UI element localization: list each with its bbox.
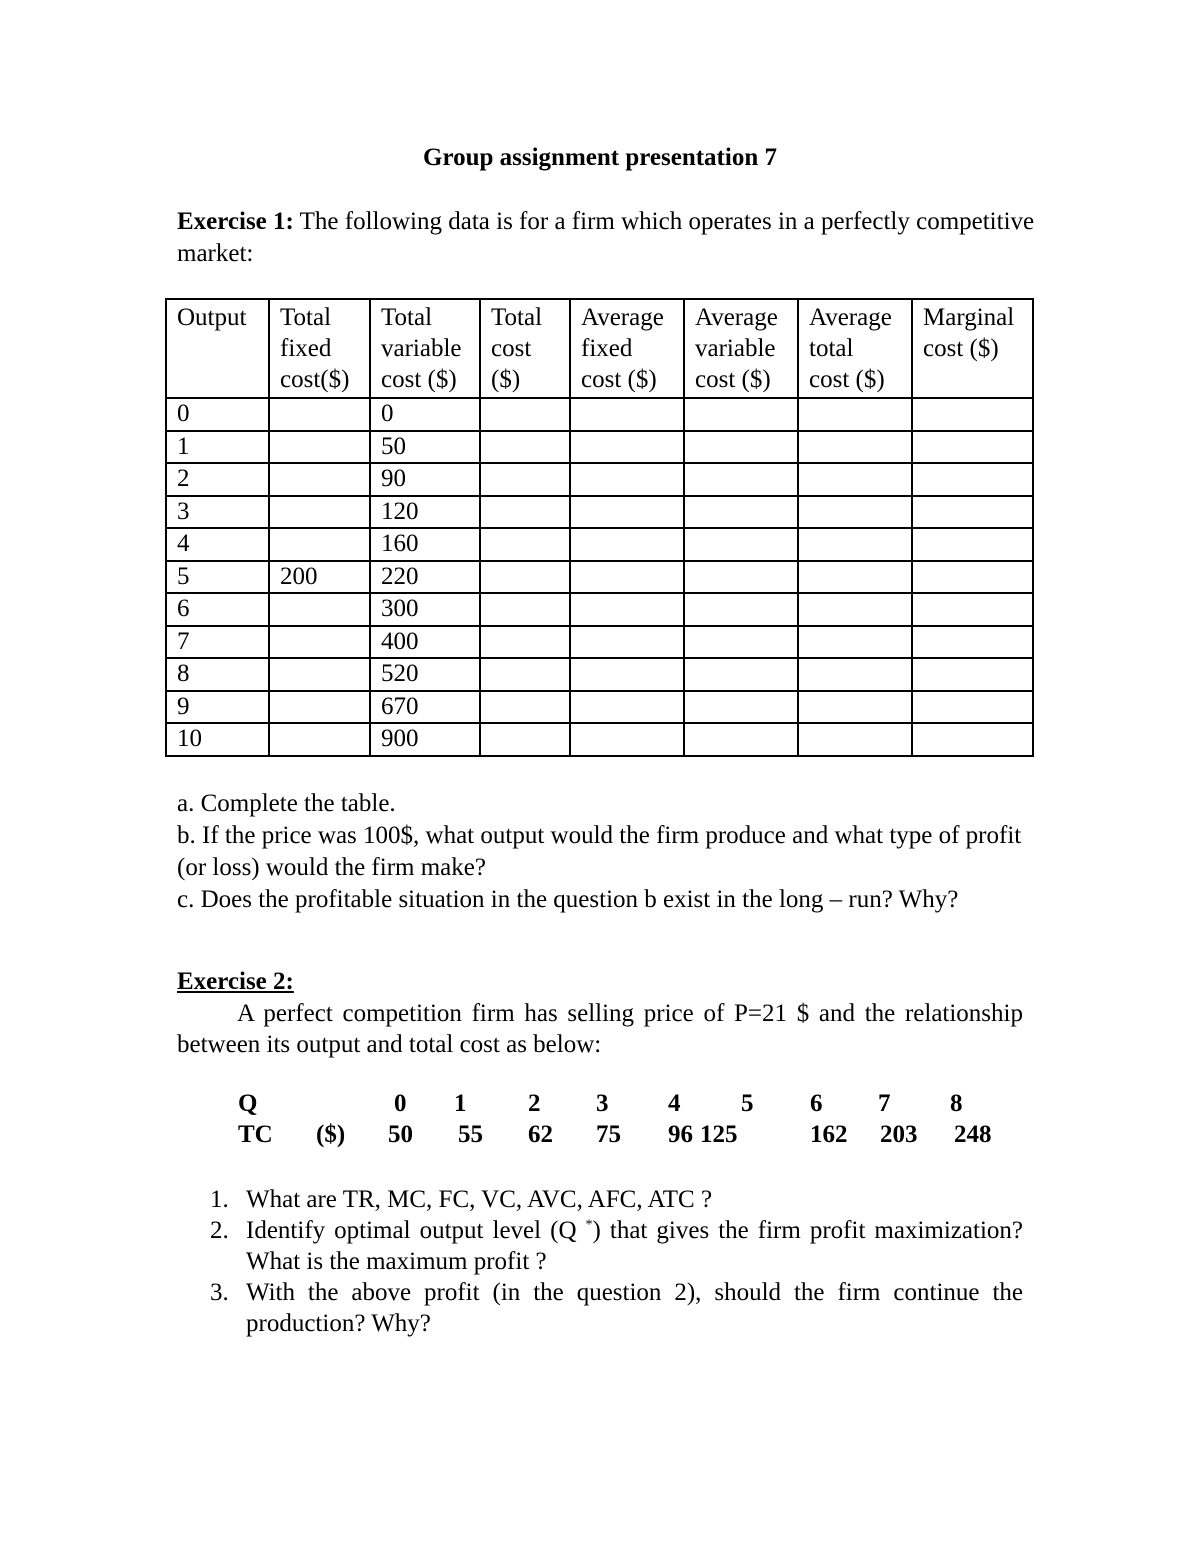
table-cell xyxy=(684,658,798,691)
table-cell xyxy=(684,398,798,431)
q-value: 7 xyxy=(878,1090,891,1117)
table-cell xyxy=(570,431,684,464)
table-cell: 160 xyxy=(370,528,480,561)
table-cell: 90 xyxy=(370,463,480,496)
header-line: fixed xyxy=(581,335,633,362)
cost-table xyxy=(165,298,1034,757)
header-line: Output xyxy=(177,304,247,331)
table-cell xyxy=(570,593,684,626)
list-number: 1. xyxy=(210,1186,229,1213)
header-line: cost($) xyxy=(280,366,350,393)
table-row xyxy=(166,398,1033,431)
tc-value: 162 xyxy=(810,1121,848,1148)
column-header xyxy=(480,299,570,398)
table-cell xyxy=(570,658,684,691)
exercise-1-label: Exercise 1: xyxy=(177,208,294,235)
list-text: With the above profit (in the question 2), should the firm continue the production? Why? xyxy=(246,1279,1023,1337)
header-line: fixed xyxy=(280,335,332,362)
table-cell: 220 xyxy=(370,561,480,594)
table-cell xyxy=(912,658,1033,691)
tc-value: 55 xyxy=(458,1121,483,1148)
table-cell: 50 xyxy=(370,431,480,464)
table-cell: 0 xyxy=(166,398,269,431)
table-row xyxy=(166,691,1033,724)
header-line: ($) xyxy=(491,366,521,393)
table-cell: 10 xyxy=(166,723,269,756)
table-cell xyxy=(480,431,570,464)
table-cell xyxy=(912,626,1033,659)
q-value: 8 xyxy=(950,1090,963,1117)
column-header xyxy=(370,299,480,398)
table-cell xyxy=(480,658,570,691)
table-cell xyxy=(269,463,370,496)
table-cell xyxy=(269,528,370,561)
q-value: 0 xyxy=(394,1090,407,1117)
exercise-2-paragraph: A perfect competition firm has selling price of P=21 $ and the relationship between its output and total cost as below: xyxy=(177,1000,1023,1058)
table-cell xyxy=(798,496,912,529)
table-cell xyxy=(798,398,912,431)
q-value: 1 xyxy=(454,1090,467,1117)
table-cell: 7 xyxy=(166,626,269,659)
column-header xyxy=(166,299,269,398)
table-cell xyxy=(798,658,912,691)
column-header xyxy=(912,299,1033,398)
header-line: variable xyxy=(381,335,462,362)
table-cell xyxy=(480,593,570,626)
table-header-row xyxy=(166,299,1033,398)
header-line: cost ($) xyxy=(695,366,771,393)
list-number: 3. xyxy=(210,1279,229,1306)
list-item xyxy=(210,1184,1023,1215)
exercise-1-text: The following data is for a firm which operates in a perfectly competitive market: xyxy=(177,208,1035,267)
table-cell: 670 xyxy=(370,691,480,724)
exercise-2-questions xyxy=(210,1184,1023,1339)
table-cell xyxy=(269,658,370,691)
table-cell xyxy=(912,691,1033,724)
table-cell xyxy=(798,593,912,626)
table-cell xyxy=(480,561,570,594)
table-cell xyxy=(912,463,1033,496)
table-cell xyxy=(269,496,370,529)
table-cell xyxy=(912,723,1033,756)
table-row xyxy=(166,528,1033,561)
tc-unit: ($) xyxy=(316,1121,346,1148)
table-cell xyxy=(480,528,570,561)
header-line: total xyxy=(809,335,854,362)
q-value: 5 xyxy=(741,1090,754,1117)
table-cell xyxy=(269,593,370,626)
table-cell xyxy=(480,398,570,431)
table-cell xyxy=(684,496,798,529)
exercise-1-intro xyxy=(177,206,1037,270)
table-cell xyxy=(269,691,370,724)
table-cell: 6 xyxy=(166,593,269,626)
table-cell xyxy=(570,528,684,561)
tc-value: 203 xyxy=(880,1121,918,1148)
column-header xyxy=(684,299,798,398)
tc-label: TC xyxy=(238,1121,273,1148)
list-text-part: ) that gives the firm profit maximization? What is the maximum profit ? xyxy=(246,1217,1023,1275)
header-line: cost ($) xyxy=(923,335,999,362)
header-line: Average xyxy=(581,304,664,331)
table-cell xyxy=(269,723,370,756)
exercise-1-questions xyxy=(177,788,1037,916)
table-cell: 200 xyxy=(269,561,370,594)
page-title: Group assignment presentation 7 xyxy=(423,144,777,171)
table-cell: 120 xyxy=(370,496,480,529)
table-cell xyxy=(912,431,1033,464)
table-row xyxy=(166,463,1033,496)
table-cell xyxy=(480,691,570,724)
table-cell xyxy=(570,561,684,594)
column-header xyxy=(798,299,912,398)
table-cell xyxy=(912,496,1033,529)
table-cell xyxy=(684,528,798,561)
table-cell: 3 xyxy=(166,496,269,529)
header-line: Total xyxy=(381,304,433,331)
table-cell xyxy=(570,496,684,529)
table-cell xyxy=(798,528,912,561)
table-row xyxy=(166,658,1033,691)
header-line: cost ($) xyxy=(581,366,657,393)
table-row xyxy=(166,626,1033,659)
table-cell xyxy=(798,723,912,756)
tc-value: 125 xyxy=(700,1121,738,1148)
table-cell: 900 xyxy=(370,723,480,756)
table-cell xyxy=(912,561,1033,594)
table-cell: 0 xyxy=(370,398,480,431)
table-cell xyxy=(912,593,1033,626)
q-value: 4 xyxy=(668,1090,681,1117)
table-cell xyxy=(269,398,370,431)
list-number: 2. xyxy=(210,1217,229,1244)
table-cell xyxy=(798,561,912,594)
table-cell xyxy=(798,463,912,496)
table-cell: 2 xyxy=(166,463,269,496)
column-header xyxy=(269,299,370,398)
exercise-2-text xyxy=(177,998,1023,1060)
table-row xyxy=(166,561,1033,594)
table-cell xyxy=(480,463,570,496)
question-a: a. Complete the table. xyxy=(177,790,396,817)
table-row xyxy=(166,431,1033,464)
question-b: b. If the price was 100$, what output would the firm produce and what type of profit (or loss) would the firm make? xyxy=(177,822,1022,881)
tc-value: 50 xyxy=(388,1121,413,1148)
list-item xyxy=(210,1277,1023,1339)
table-cell: 300 xyxy=(370,593,480,626)
table-cell xyxy=(684,723,798,756)
table-cell xyxy=(570,463,684,496)
tc-value: 248 xyxy=(954,1121,992,1148)
q-value: 6 xyxy=(810,1090,823,1117)
header-line: Average xyxy=(809,304,892,331)
tc-value: 62 xyxy=(528,1121,553,1148)
table-cell xyxy=(480,626,570,659)
q-value: 3 xyxy=(596,1090,609,1117)
header-line: variable xyxy=(695,335,776,362)
table-row xyxy=(166,723,1033,756)
table-cell xyxy=(570,398,684,431)
list-text: What are TR, MC, FC, VC, AVC, AFC, ATC ? xyxy=(246,1186,713,1213)
table-cell xyxy=(798,691,912,724)
q-value: 2 xyxy=(528,1090,541,1117)
table-cell xyxy=(684,463,798,496)
table-cell xyxy=(480,723,570,756)
table-cell xyxy=(684,626,798,659)
table-cell xyxy=(480,496,570,529)
table-cell xyxy=(269,431,370,464)
table-cell: 520 xyxy=(370,658,480,691)
header-line: cost xyxy=(491,335,532,362)
table-cell xyxy=(798,431,912,464)
table-cell: 5 xyxy=(166,561,269,594)
exercise-2-heading: Exercise 2: xyxy=(177,968,294,995)
header-line: Average xyxy=(695,304,778,331)
table-cell xyxy=(684,593,798,626)
table-row xyxy=(166,496,1033,529)
table-cell xyxy=(570,626,684,659)
table-cell xyxy=(684,561,798,594)
table-cell: 400 xyxy=(370,626,480,659)
table-cell: 4 xyxy=(166,528,269,561)
header-line: Marginal xyxy=(923,304,1015,331)
table-cell: 8 xyxy=(166,658,269,691)
table-cell xyxy=(798,626,912,659)
list-item xyxy=(210,1215,1023,1277)
table-cell xyxy=(269,626,370,659)
header-line: Total xyxy=(491,304,543,331)
table-cell xyxy=(570,691,684,724)
table-cell xyxy=(684,431,798,464)
table-cell xyxy=(912,528,1033,561)
superscript: * xyxy=(585,1217,593,1233)
table-cell xyxy=(684,691,798,724)
list-text-part: Identify optimal output level (Q xyxy=(246,1217,586,1244)
header-line: cost ($) xyxy=(381,366,457,393)
table-row xyxy=(166,593,1033,626)
list-text xyxy=(246,1217,1023,1275)
table-cell xyxy=(912,398,1033,431)
header-line: cost ($) xyxy=(809,366,885,393)
header-line: Total xyxy=(280,304,332,331)
column-header xyxy=(570,299,684,398)
table-cell: 1 xyxy=(166,431,269,464)
table-cell: 9 xyxy=(166,691,269,724)
tc-value: 75 xyxy=(596,1121,621,1148)
table-cell xyxy=(570,723,684,756)
q-label: Q xyxy=(238,1090,258,1117)
question-c: c. Does the profitable situation in the question b exist in the long – run? Why? xyxy=(177,886,959,913)
tc-value: 96 xyxy=(668,1121,693,1148)
